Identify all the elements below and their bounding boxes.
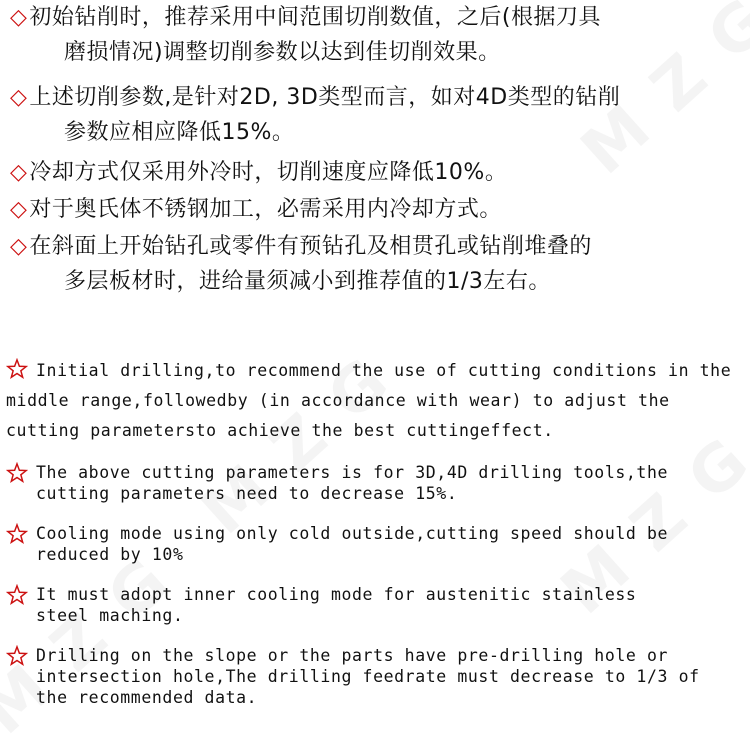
english-note-line: reduced by 10% [36, 545, 184, 564]
english-note [6, 356, 746, 446]
english-note-line: Cooling mode using only cold outside,cutting speed should be [36, 524, 669, 543]
star-outline-icon [6, 523, 28, 545]
chinese-note-line: 多层板材时，进给量须减小到推荐值的1/3左右。 [64, 269, 551, 294]
chinese-note-line: 上述切削参数,是针对2D, 3D类型而言，如对4D类型的钻削 [29, 85, 621, 110]
english-note [6, 462, 746, 504]
diamond-outline-icon: ◇ [10, 160, 28, 185]
chinese-note [10, 155, 507, 190]
chinese-note [10, 80, 620, 150]
chinese-note [10, 192, 502, 227]
diamond-outline-icon: ◇ [10, 5, 28, 30]
english-note [6, 523, 746, 565]
english-note-line: the recommended data. [36, 688, 258, 707]
star-outline-icon [6, 358, 28, 380]
chinese-note [10, 0, 601, 70]
chinese-note-line: 对于奥氏体不锈钢加工，必需采用内冷却方式。 [29, 197, 502, 222]
english-note-line: Drilling on the slope or the parts have pre-drilling hole or [36, 646, 669, 665]
diamond-outline-icon: ◇ [10, 85, 28, 110]
english-note-line: cutting parametersto achieve the best cuttingeffect. [6, 421, 554, 440]
diamond-outline-icon: ◇ [10, 234, 28, 259]
chinese-note-line: 参数应相应降低15%。 [64, 120, 295, 145]
chinese-note-line: 初始钻削时，推荐采用中间范围切削数值，之后(根据刀具 [29, 5, 602, 30]
english-note [6, 584, 746, 626]
chinese-note-line: 磨损情况)调整切削参数以达到佳切削效果。 [64, 40, 501, 65]
diamond-outline-icon: ◇ [10, 197, 28, 222]
star-outline-icon [6, 462, 28, 484]
english-note-line: middle range,followedby (in accordance with wear) to adjust the [6, 391, 670, 410]
chinese-note [10, 229, 592, 299]
english-note-line: Initial drilling,to recommend the use of cutting conditions in the [36, 361, 732, 380]
star-outline-icon [6, 584, 28, 606]
english-note [6, 645, 746, 708]
star-outline-icon [6, 645, 28, 667]
chinese-note-line: 冷却方式仅采用外冷时，切削速度应降低10%。 [29, 160, 508, 185]
english-note-line: intersection hole,The drilling feedrate must decrease to 1/3 of [36, 667, 700, 686]
chinese-note-line: 在斜面上开始钻孔或零件有预钻孔及相贯孔或钻削堆叠的 [29, 234, 592, 259]
english-note-line: The above cutting parameters is for 3D,4D drilling tools,the [36, 463, 669, 482]
english-note-line: It must adopt inner cooling mode for austenitic stainless [36, 585, 637, 604]
english-note-line: steel maching. [36, 606, 184, 625]
english-note-line: cutting parameters need to decrease 15%. [36, 484, 458, 503]
